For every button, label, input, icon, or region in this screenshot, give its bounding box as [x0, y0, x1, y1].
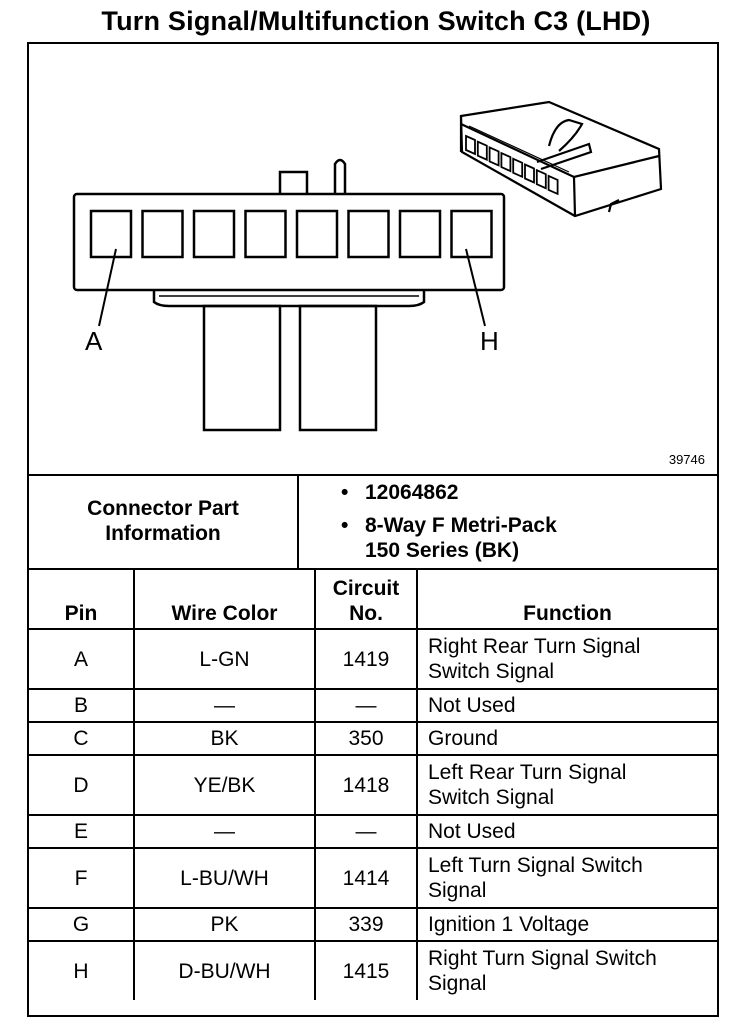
pin-cavities [91, 211, 492, 257]
figure-number: 39746 [668, 452, 705, 467]
bullet-icon: • [341, 481, 349, 504]
iso-pin-cavity [549, 176, 558, 194]
pin-cell: C [29, 722, 134, 755]
circuit-cell: 1414 [315, 848, 417, 908]
function-line2: Signal [428, 879, 487, 902]
part-number-item [341, 480, 557, 505]
connector-diagram [29, 44, 717, 476]
function-line1: Ground [428, 727, 499, 750]
iso-pin-cavity [513, 159, 522, 177]
function-cell [417, 815, 717, 848]
function-line2: Signal [428, 972, 487, 995]
wire-color-cell: BK [134, 722, 315, 755]
function-cell [417, 722, 717, 755]
function-line1: Right Rear Turn Signal [428, 635, 641, 658]
wire-color-cell: PK [134, 908, 315, 941]
wire-color-cell: — [134, 815, 315, 848]
connector-description-item [341, 513, 557, 563]
info-label-line1: Connector Part [87, 497, 239, 520]
bullet-icon: • [341, 514, 349, 537]
function-line1: Right Turn Signal Switch [428, 947, 657, 970]
function-cell [417, 629, 717, 689]
iso-pin-cavity [478, 142, 487, 160]
header-circuit-line2: No. [349, 602, 383, 625]
iso-pin-cavity [466, 136, 475, 154]
connector-part-info [29, 474, 717, 570]
pin-cell: G [29, 908, 134, 941]
page-title: Turn Signal/Multifunction Switch C3 (LHD) [101, 6, 651, 36]
header-pin: Pin [29, 568, 134, 629]
connector-part-details [341, 480, 557, 571]
connector-part-info-label [29, 474, 299, 568]
function-cell [417, 908, 717, 941]
connector-description-line1: 8-Way F Metri-Pack [365, 514, 557, 537]
header-circuit-line1: Circuit [332, 577, 400, 600]
function-cell [417, 848, 717, 908]
pin-cell: D [29, 755, 134, 815]
function-cell [417, 755, 717, 815]
circuit-cell: 1419 [315, 629, 417, 689]
circuit-cell: 1415 [315, 941, 417, 1000]
function-line1: Left Rear Turn Signal [428, 761, 627, 784]
pin-cavity [297, 211, 337, 257]
pin-cavity [349, 211, 389, 257]
wire-color-cell: L-GN [134, 629, 315, 689]
table-header-row [29, 568, 717, 629]
iso-pin-cavity [490, 147, 499, 165]
info-label-line2: Information [105, 522, 221, 545]
connector-drawing [29, 44, 717, 474]
pin-h-label: H [480, 326, 499, 356]
connector-card [27, 42, 719, 1017]
circuit-cell: — [315, 815, 417, 848]
pin-cell: E [29, 815, 134, 848]
table-row [29, 722, 717, 755]
header-wire-color: Wire Color [134, 568, 315, 629]
pin-cell: F [29, 848, 134, 908]
header-function: Function [417, 568, 717, 629]
function-line1: Not Used [428, 694, 516, 717]
wire-color-cell: D-BU/WH [134, 941, 315, 1000]
pin-cell: H [29, 941, 134, 1000]
function-cell [417, 941, 717, 1000]
wire-color-cell: L-BU/WH [134, 848, 315, 908]
circuit-cell: 339 [315, 908, 417, 941]
wire-color-cell: — [134, 689, 315, 722]
table-row [29, 908, 717, 941]
pinout-table [29, 568, 717, 1000]
table-row [29, 755, 717, 815]
pin-cavity [194, 211, 234, 257]
pin-cavity [91, 211, 131, 257]
function-line2: Switch Signal [428, 786, 555, 809]
table-row [29, 629, 717, 689]
iso-pin-cavity [537, 170, 546, 188]
iso-pin-cavity [501, 153, 510, 171]
part-number: 12064862 [365, 481, 459, 504]
function-line1: Left Turn Signal Switch [428, 854, 643, 877]
iso-pin-cavity [525, 165, 534, 183]
circuit-cell: 1418 [315, 755, 417, 815]
pin-cell: A [29, 629, 134, 689]
pin-cell: B [29, 689, 134, 722]
pinout-table-container [29, 568, 717, 1000]
header-circuit-no [315, 568, 417, 629]
table-row [29, 815, 717, 848]
table-row [29, 941, 717, 1000]
pin-a-label: A [85, 326, 103, 356]
circuit-cell: — [315, 689, 417, 722]
pin-cavity [400, 211, 440, 257]
table-row [29, 848, 717, 908]
table-row [29, 689, 717, 722]
function-cell [417, 689, 717, 722]
circuit-cell: 350 [315, 722, 417, 755]
function-line2: Switch Signal [428, 660, 555, 683]
pin-cavity [452, 211, 492, 257]
function-line1: Not Used [428, 820, 516, 843]
pin-cavity [143, 211, 183, 257]
function-line1: Ignition 1 Voltage [428, 913, 590, 936]
pin-cavity [246, 211, 286, 257]
connector-description-line2: 150 Series (BK) [365, 539, 520, 562]
wire-color-cell: YE/BK [134, 755, 315, 815]
